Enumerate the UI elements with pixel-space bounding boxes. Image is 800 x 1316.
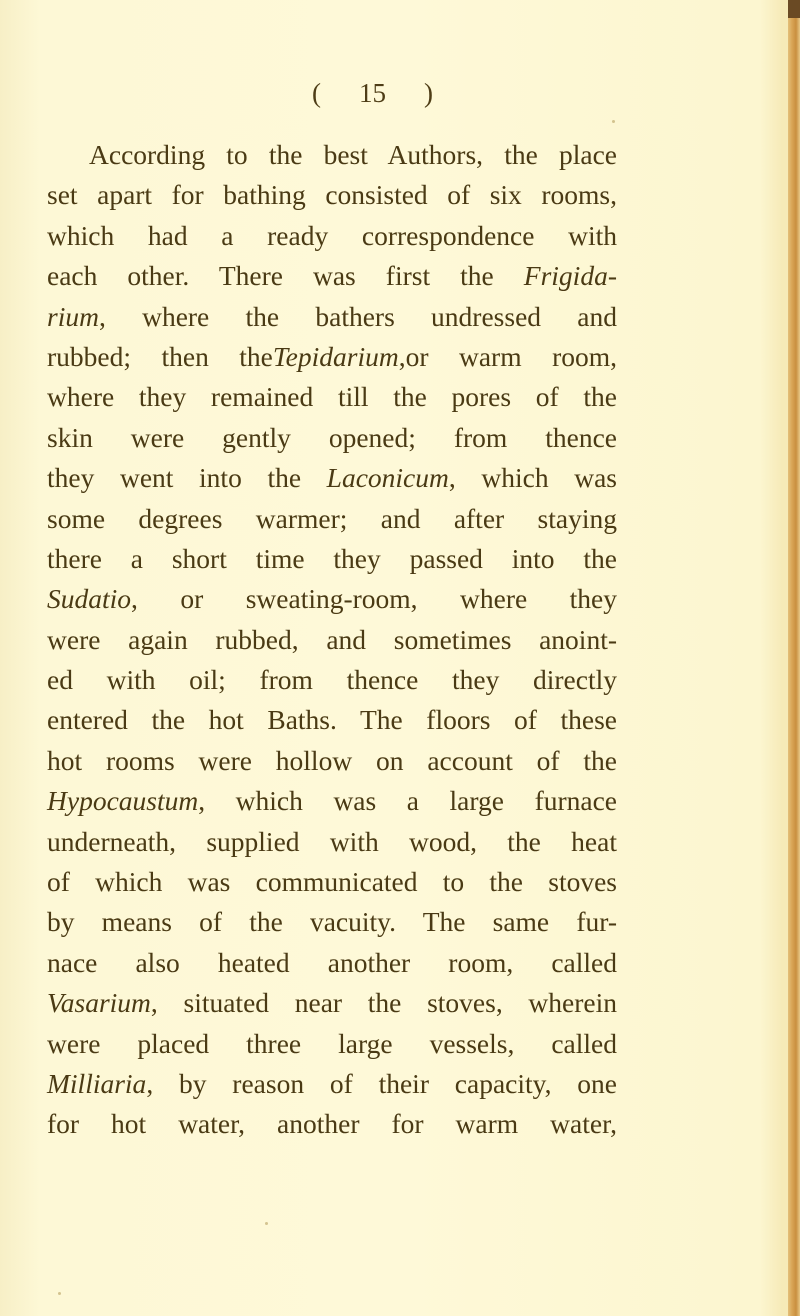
text-run: , which was (448, 462, 617, 494)
text-line (47, 741, 617, 781)
text-line (47, 297, 617, 337)
text-line (47, 902, 617, 942)
text-line (47, 781, 617, 821)
page-number-header (0, 78, 745, 109)
paper-speck (58, 1292, 61, 1295)
text-run: ,or warm room, (398, 340, 617, 372)
text-run: there a short time they passed into the (47, 542, 617, 574)
text-run: of which was communicated to the stoves (47, 866, 617, 898)
text-line (47, 135, 617, 175)
text-run: , where the bathers undressed and (98, 300, 617, 332)
text-line (47, 1064, 617, 1104)
text-run: rubbed; then the (47, 340, 273, 372)
text-run: which had a ready correspondence with (47, 219, 617, 251)
italic-term: Sudatio (47, 583, 132, 615)
text-run: , situated near the stoves, wherein (150, 987, 617, 1019)
page-edge-corner (788, 0, 800, 18)
text-run: were again rubbed, and sometimes anoint- (47, 623, 617, 655)
paper-speck (612, 120, 615, 123)
text-run: underneath, supplied with wood, the heat (47, 825, 617, 857)
text-run: were placed three large vessels, called (47, 1027, 617, 1059)
text-run: skin were gently opened; from thence (47, 421, 617, 453)
text-run: According to the best Authors, the place (89, 139, 617, 170)
text-line (47, 175, 617, 215)
text-run: , which was a large furnace (198, 785, 617, 817)
text-run: set apart for bathing consisted of six rooms, (47, 179, 617, 211)
text-run: entered the hot Baths. The floors of these (47, 704, 617, 736)
text-line (47, 862, 617, 902)
text-run: , by reason of their capacity, one (146, 1067, 617, 1099)
text-line (47, 700, 617, 740)
text-run: for hot water, another for warm water, (47, 1108, 617, 1140)
text-line (47, 1024, 617, 1064)
italic-term: Tepidarium (272, 340, 399, 372)
italic-term: Hypocaustum (47, 785, 199, 817)
text-run: where they remained till the pores of the (47, 381, 617, 413)
text-run: some degrees warmer; and after staying (47, 502, 617, 534)
text-line (47, 539, 617, 579)
italic-term: rium (47, 300, 99, 332)
folio-open-paren: ( (312, 78, 321, 108)
text-line (47, 458, 617, 498)
italic-term: Milliaria (47, 1067, 147, 1099)
italic-term: Frigida- (523, 260, 617, 292)
text-line (47, 822, 617, 862)
italic-term: Laconicum (326, 462, 449, 494)
paper-speck (265, 1222, 268, 1225)
text-line (47, 660, 617, 700)
text-run: hot rooms were hollow on account of the (47, 744, 617, 776)
body-text (47, 135, 617, 1145)
italic-term: Vasarium (47, 987, 151, 1019)
text-line (47, 418, 617, 458)
text-line (47, 377, 617, 417)
text-line (47, 983, 617, 1023)
text-line (47, 499, 617, 539)
text-run: they went into the (47, 462, 327, 494)
page-number: 15 (359, 78, 386, 108)
text-line (47, 579, 617, 619)
text-run: each other. There was first the (47, 260, 524, 292)
text-run: by means of the vacuity. The same fur- (47, 906, 617, 938)
text-line (47, 337, 617, 377)
text-line (47, 216, 617, 256)
text-run: ed with oil; from thence they directly (47, 664, 617, 696)
text-line (47, 256, 617, 296)
text-line (47, 620, 617, 660)
page-edge-binding (788, 0, 800, 1316)
text-run: , or sweating-room, where they (131, 583, 617, 615)
folio-close-paren: ) (424, 78, 433, 108)
text-line (47, 1104, 617, 1144)
text-line (47, 943, 617, 983)
text-run: nace also heated another room, called (47, 946, 617, 978)
